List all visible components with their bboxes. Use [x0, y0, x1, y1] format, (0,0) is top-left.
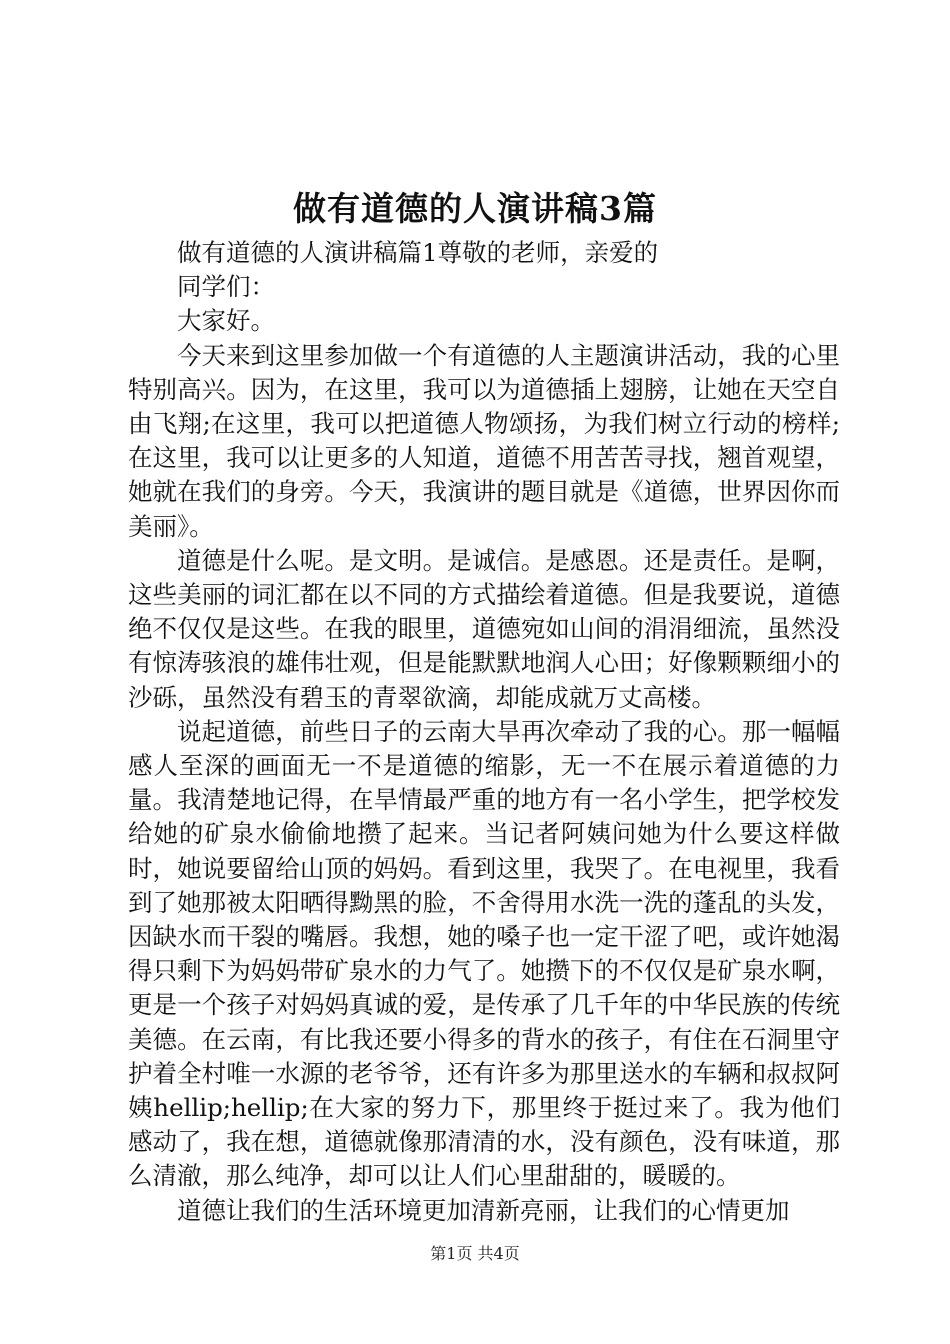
page-footer: 第1页 共4页	[430, 1244, 520, 1263]
paragraph-greeting: 大家好。	[177, 306, 275, 336]
paragraph-opening: 做有道德的人演讲稿篇1尊敬的老师，亲爱的	[177, 238, 659, 267]
document-title: 做有道德的人演讲稿3篇	[293, 189, 657, 228]
paragraph-intro: 今天来到这里参加做一个有道德的人主题演讲活动，我的心里特别高兴。因为，在这里，我可以为道德插上翅膀，让她在天空自由飞翔;在这里，我可以把道德人物颂扬，为我们树立行动的榜样;在这里，我可以让更多的人知道，道德不用苦苦寻找，翘首观望，她就在我们的身旁。今天，我演讲的题目就是《道德，世界因你而美丽》。	[128, 340, 840, 541]
paragraph-salutation: 同学们：	[177, 272, 275, 302]
paragraph-yunnan-drought: 说起道德，前些日子的云南大旱再次牵动了我的心。那一幅幅感人至深的画面无一不是道德的缩影，无一不在展示着道德的力量。我清楚地记得，在旱情最严重的地方有一名小学生，把学校发给她的矿泉水偷偷地攒了起来。当记者阿姨问她为什么要这样做时，她说要留给山顶的妈妈。看到这里，我哭了。在电视里，我看到了她那被太阳晒得黝黑的脸，不舍得用水洗一洗的蓬乱的头发，因缺水而干裂的嘴唇。我想，她的嗓子也一定干涩了吧，或许她渴得只剩下为妈妈带矿泉水的力气了。她攒下的不仅仅是矿泉水啊，更是一个孩子对妈妈真诚的爱，是传承了几千年的中华民族的传统美德。在云南，有比我还要小得多的背水的孩子，有住在石洞里守护着全村唯一水源的老爷爷，还有许多为那里送水的车辆和叔叔阿姨hellip;hellip;在大家的努力下，那里终于挺过来了。我为他们感动了，我在想，道德就像那清清的水，没有颜色，没有味道，那么清澈，那么纯净，却可以让人们心里甜甜的，暖暖的。	[128, 716, 840, 1191]
document-body	[128, 236, 840, 1228]
paragraph-continuation: 道德让我们的生活环境更加清新亮丽，让我们的心情更加	[177, 1195, 790, 1225]
paragraph-what-is-morality: 道德是什么呢。是文明。是诚信。是感恩。还是责任。是啊，这些美丽的词汇都在以不同的方式描绘着道德。但是我要说，道德绝不仅仅是这些。在我的眼里，道德宛如山间的涓涓细流，虽然没有惊涛骇浪的雄伟壮观，但是能默默地润人心田；好像颗颗细小的沙砾，虽然没有碧玉的青翠欲滴，却能成就万丈高楼。	[128, 545, 840, 712]
